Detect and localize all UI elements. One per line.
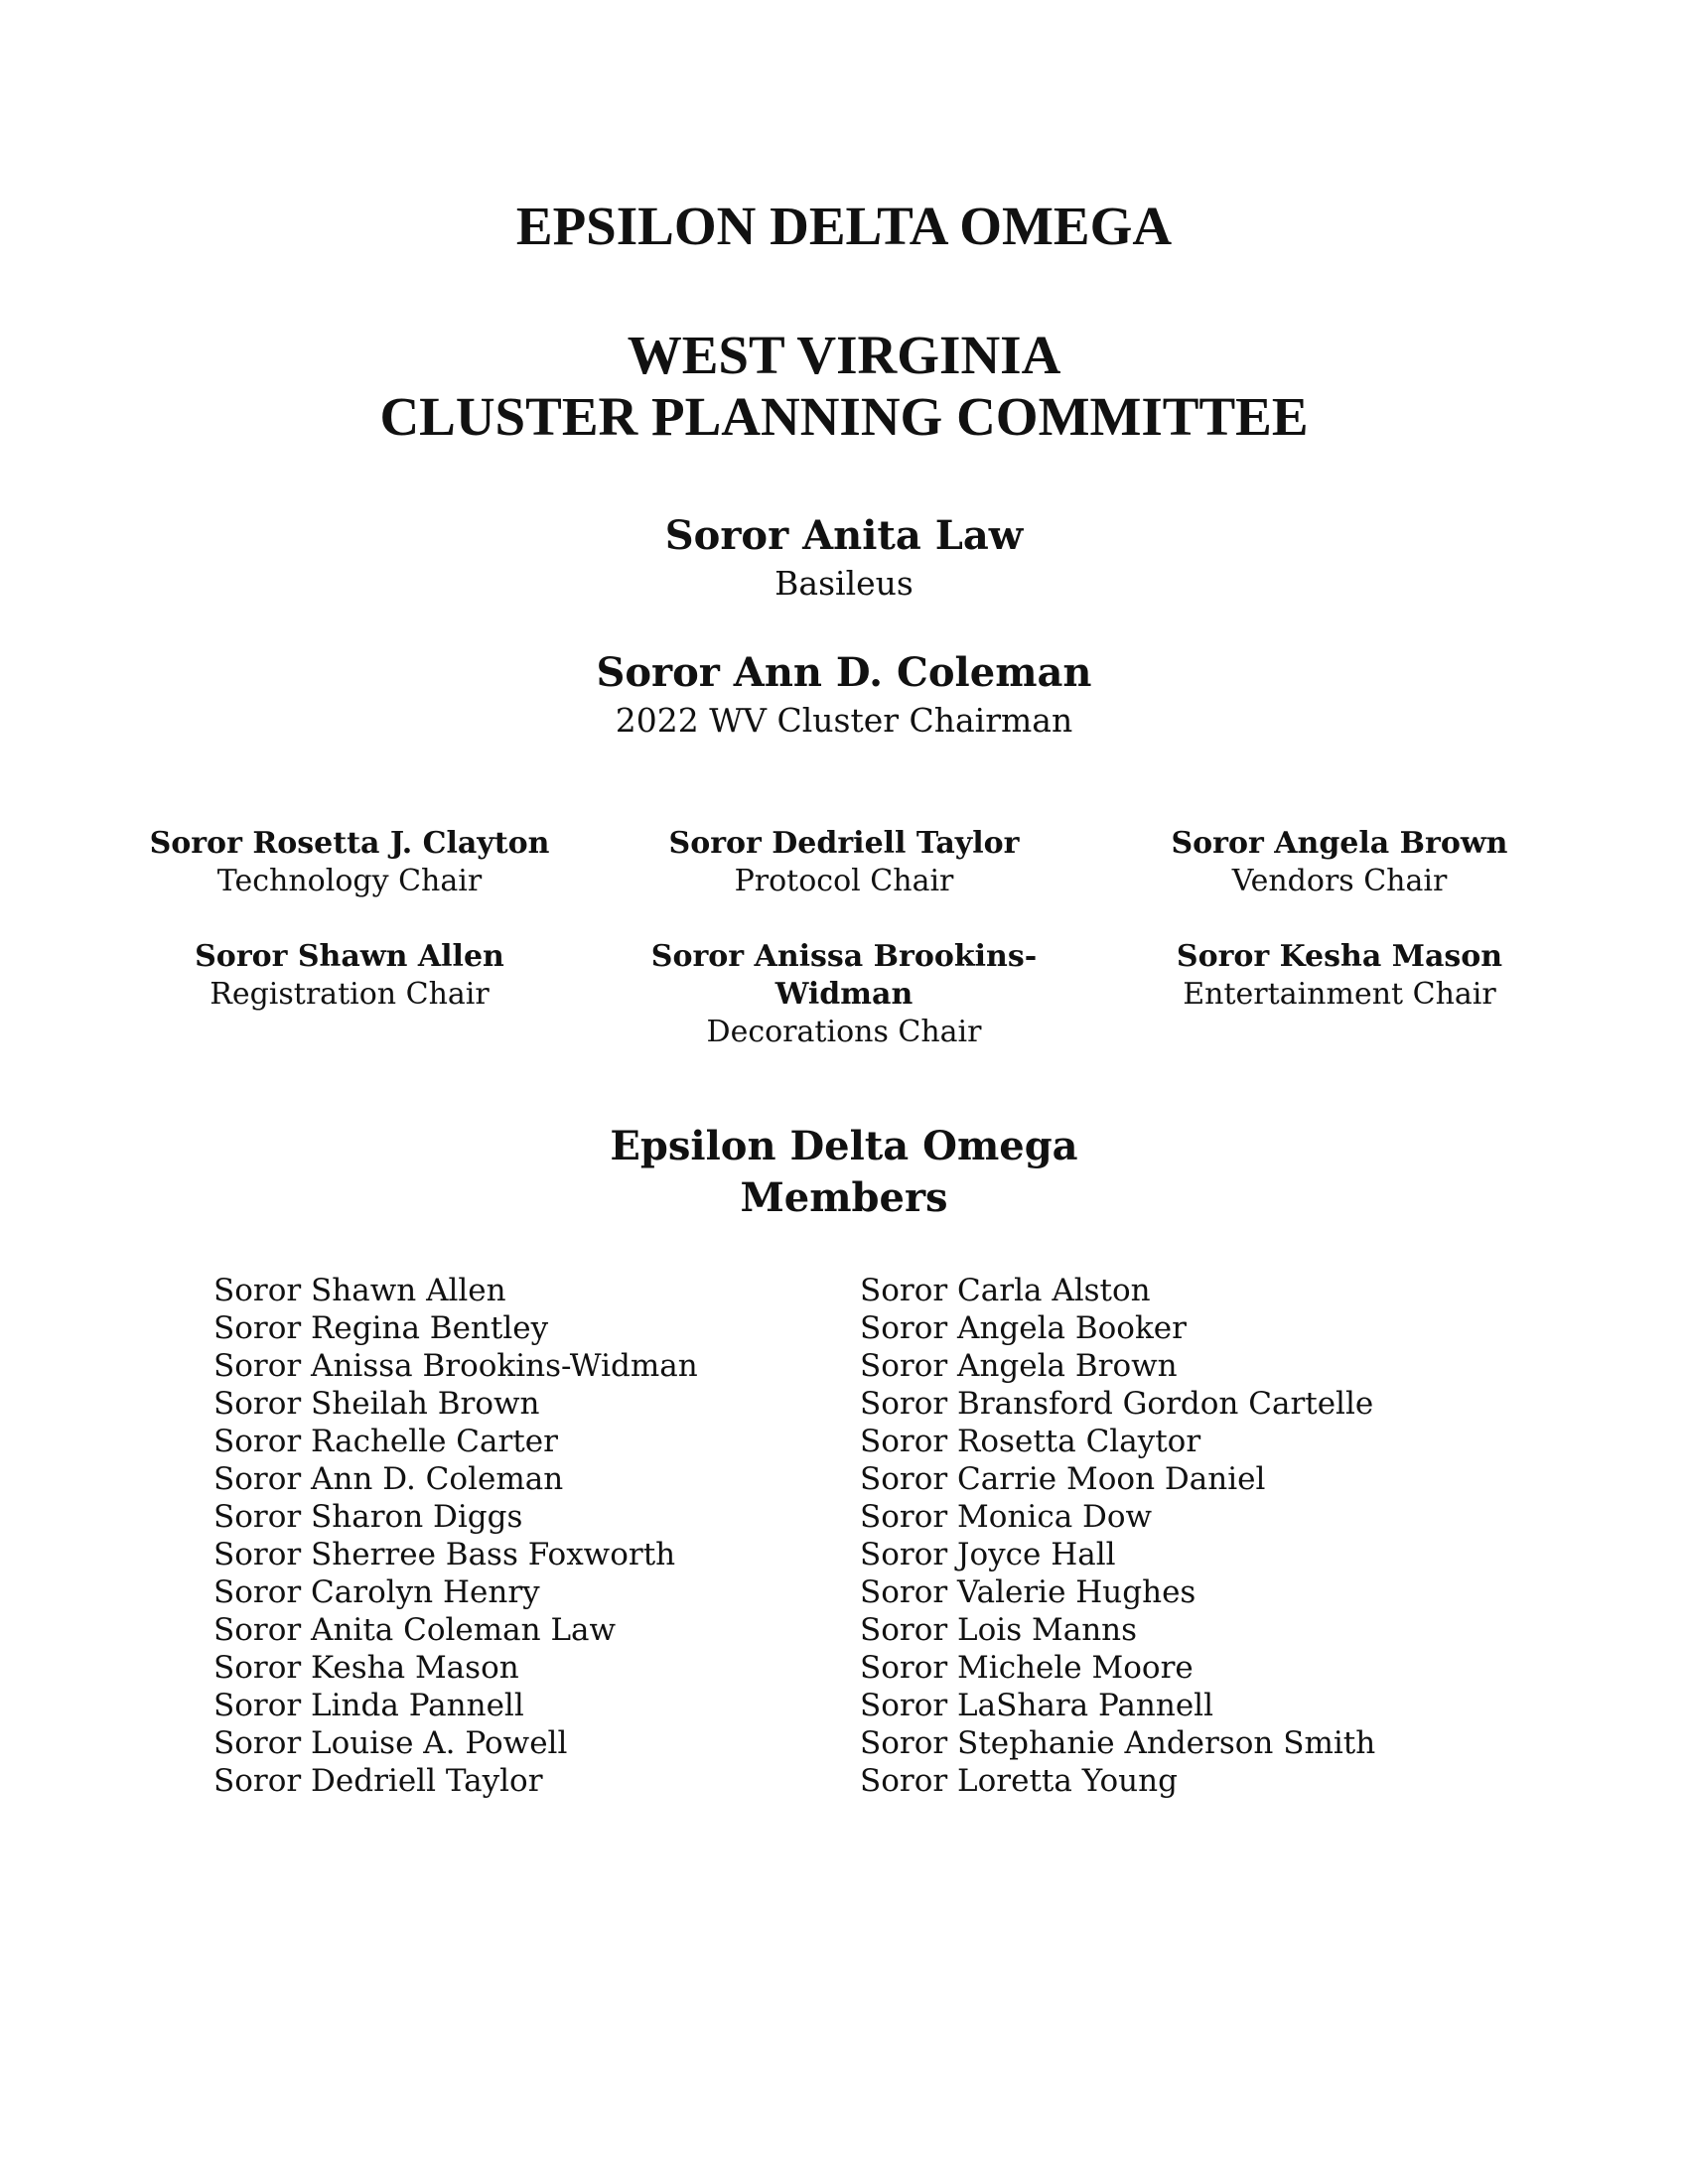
member-list-right — [860, 1272, 1375, 1800]
chair-name: Soror Shawn Allen — [195, 939, 504, 974]
member-item: Soror Rachelle Carter — [213, 1424, 558, 1459]
chair-role: Vendors Chair — [1231, 864, 1448, 898]
chair-name: Soror Angela Brown — [1171, 826, 1508, 861]
chair-role: Registration Chair — [210, 977, 490, 1012]
member-item: Soror Loretta Young — [860, 1763, 1178, 1799]
member-item: Soror Joyce Hall — [860, 1537, 1116, 1572]
member-item: Soror Angela Booker — [860, 1310, 1187, 1346]
member-item: Soror Stephanie Anderson Smith — [860, 1725, 1376, 1761]
org-title: EPSILON DELTA OMEGA — [515, 196, 1173, 256]
chair-vendors — [1091, 825, 1588, 900]
members-heading-line1: Epsilon Delta Omega — [610, 1123, 1078, 1169]
member-item: Soror Lois Manns — [860, 1612, 1138, 1648]
chair-decorations — [596, 938, 1092, 1051]
officer-basileus — [0, 511, 1688, 607]
chair-name: Soror Dedriell Taylor — [668, 826, 1020, 861]
member-item: Soror Angela Brown — [860, 1348, 1178, 1384]
chair-registration — [101, 938, 598, 1014]
member-item: Soror Rosetta Claytor — [860, 1424, 1201, 1459]
chair-name-line1: Soror Anissa Brookins- — [650, 939, 1038, 974]
chair-role: Entertainment Chair — [1183, 977, 1496, 1012]
member-item: Soror Anissa Brookins-Widman — [213, 1348, 698, 1384]
member-item: Soror Ann D. Coleman — [213, 1461, 564, 1497]
committee-title-line1: WEST VIRGINIA — [627, 325, 1061, 385]
chair-name: Soror Kesha Mason — [1176, 939, 1503, 974]
member-item: Soror LaShara Pannell — [860, 1688, 1214, 1723]
officer-name: Soror Anita Law — [664, 512, 1024, 559]
member-list-left — [213, 1272, 698, 1800]
member-item: Soror Dedriell Taylor — [213, 1763, 543, 1799]
member-item: Soror Carla Alston — [860, 1273, 1151, 1308]
chair-name-line2: Widman — [774, 977, 914, 1012]
member-item: Soror Carrie Moon Daniel — [860, 1461, 1266, 1497]
member-item: Soror Valerie Hughes — [860, 1574, 1196, 1610]
chair-role: Decorations Chair — [706, 1015, 982, 1049]
committee-title-line2: CLUSTER PLANNING COMMITTEE — [379, 386, 1309, 447]
chair-technology — [101, 825, 598, 900]
member-item: Soror Carolyn Henry — [213, 1574, 540, 1610]
member-item: Soror Sherree Bass Foxworth — [213, 1537, 676, 1572]
officer-name: Soror Ann D. Coleman — [596, 649, 1092, 696]
member-item: Soror Shawn Allen — [213, 1273, 506, 1308]
member-item: Soror Bransford Gordon Cartelle — [860, 1386, 1374, 1422]
member-item: Soror Louise A. Powell — [213, 1725, 568, 1761]
member-item: Soror Monica Dow — [860, 1499, 1153, 1535]
chair-entertainment — [1091, 938, 1588, 1014]
member-item: Soror Michele Moore — [860, 1650, 1194, 1686]
member-item: Soror Anita Coleman Law — [213, 1612, 617, 1648]
member-item: Soror Kesha Mason — [213, 1650, 519, 1686]
member-item: Soror Sheilah Brown — [213, 1386, 540, 1422]
chair-role: Technology Chair — [216, 864, 483, 898]
chair-role: Protocol Chair — [734, 864, 954, 898]
member-item: Soror Linda Pannell — [213, 1688, 524, 1723]
chair-protocol — [596, 825, 1092, 900]
member-item: Soror Sharon Diggs — [213, 1499, 523, 1535]
chair-name: Soror Rosetta J. Clayton — [149, 826, 550, 861]
officer-cluster-chairman — [0, 648, 1688, 744]
officer-role: 2022 WV Cluster Chairman — [615, 701, 1073, 740]
member-item: Soror Regina Bentley — [213, 1310, 549, 1346]
members-heading-line2: Members — [740, 1174, 948, 1221]
officer-role: Basileus — [774, 564, 914, 603]
